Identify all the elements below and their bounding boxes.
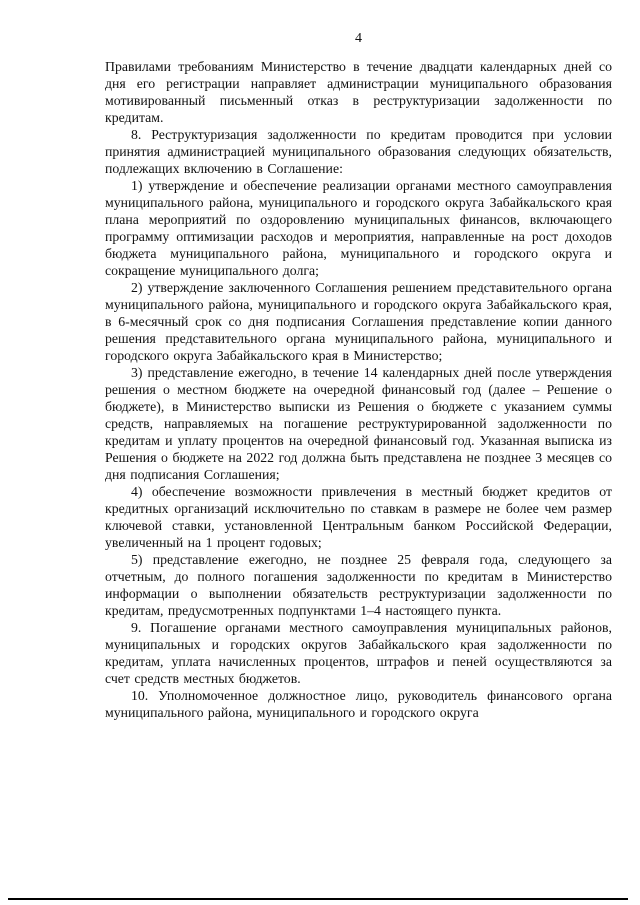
page-border-line — [8, 898, 628, 900]
paragraph-point-10: 10. Уполномоченное должностное лицо, руководитель финансового органа муниципального района, муниципального и городского округа — [105, 688, 612, 720]
paragraph-subpoint-5: 5) представление ежегодно, не позднее 25 февраля года, следующего за отчетным, до полного погашения задолженности по кредитам в Министерство информации о выполнении обязательств реструктуризации задолженности по кредитам, предусмотренных подпунктами 1–4 настоящего пункта. — [105, 552, 612, 618]
paragraph-point-8: 8. Реструктуризация задолженности по кредитам проводится при условии принятия администрацией муниципального образования следующих обязательств, подлежащих включению в Соглашение: — [105, 127, 612, 176]
paragraph-point-9: 9. Погашение органами местного самоуправления муниципальных районов, муниципальных и городских округов Забайкальского края задолженности по кредитам, уплата начисленных процентов, штрафов и пеней осуществляются за счет средств местных бюджетов. — [105, 620, 612, 686]
paragraph-subpoint-3: 3) представление ежегодно, в течение 14 календарных дней после утверждения решения о местном бюджете на очередной финансовый год (далее – Решение о бюджете), в Министерство выписки из Решения о бюджете с указанием суммы средств, направляемых на погашение реструктурированной задолженности по кредитам и уплату процентов на очередной финансовый год. Указанная выписка из Решения о бюджете на 2022 год должна быть представлена не позднее 3 месяцев со дня подписания Соглашения; — [105, 365, 612, 482]
paragraph-subpoint-4: 4) обеспечение возможности привлечения в местный бюджет кредитов от кредитных организаций исключительно по ставкам в размере не более чем размер ключевой ставки, установленной Центральным банком Российской Федерации, увеличенный на 1 процент годовых; — [105, 484, 612, 550]
paragraph: Правилами требованиям Министерство в течение двадцати календарных дней со дня его регистрации направляет администрации муниципального образования мотивированный письменный отказ в реструктуризации задолженности по кредитам. — [105, 59, 612, 125]
paragraph-subpoint-1: 1) утверждение и обеспечение реализации органами местного самоуправления муниципального района, муниципального и городского округа Забайкальского края плана мероприятий по оздоровлению муниципальных финансов, включающего программу оптимизации расходов и мероприятия, направленные на рост доходов бюджета муниципального района, муниципального и городского округа и сокращение муниципального долга; — [105, 178, 612, 278]
document-body — [105, 58, 612, 721]
page-number: 4 — [355, 31, 362, 46]
paragraph-subpoint-2: 2) утверждение заключенного Соглашения решением представительного органа муниципального района, муниципального и городского округа Забайкальского края, в 6-месячный срок со дня подписания Соглашения представление копии данного решения представительного органа муниципального района, муниципального и городского округа Забайкальского края в Министерство; — [105, 280, 612, 363]
